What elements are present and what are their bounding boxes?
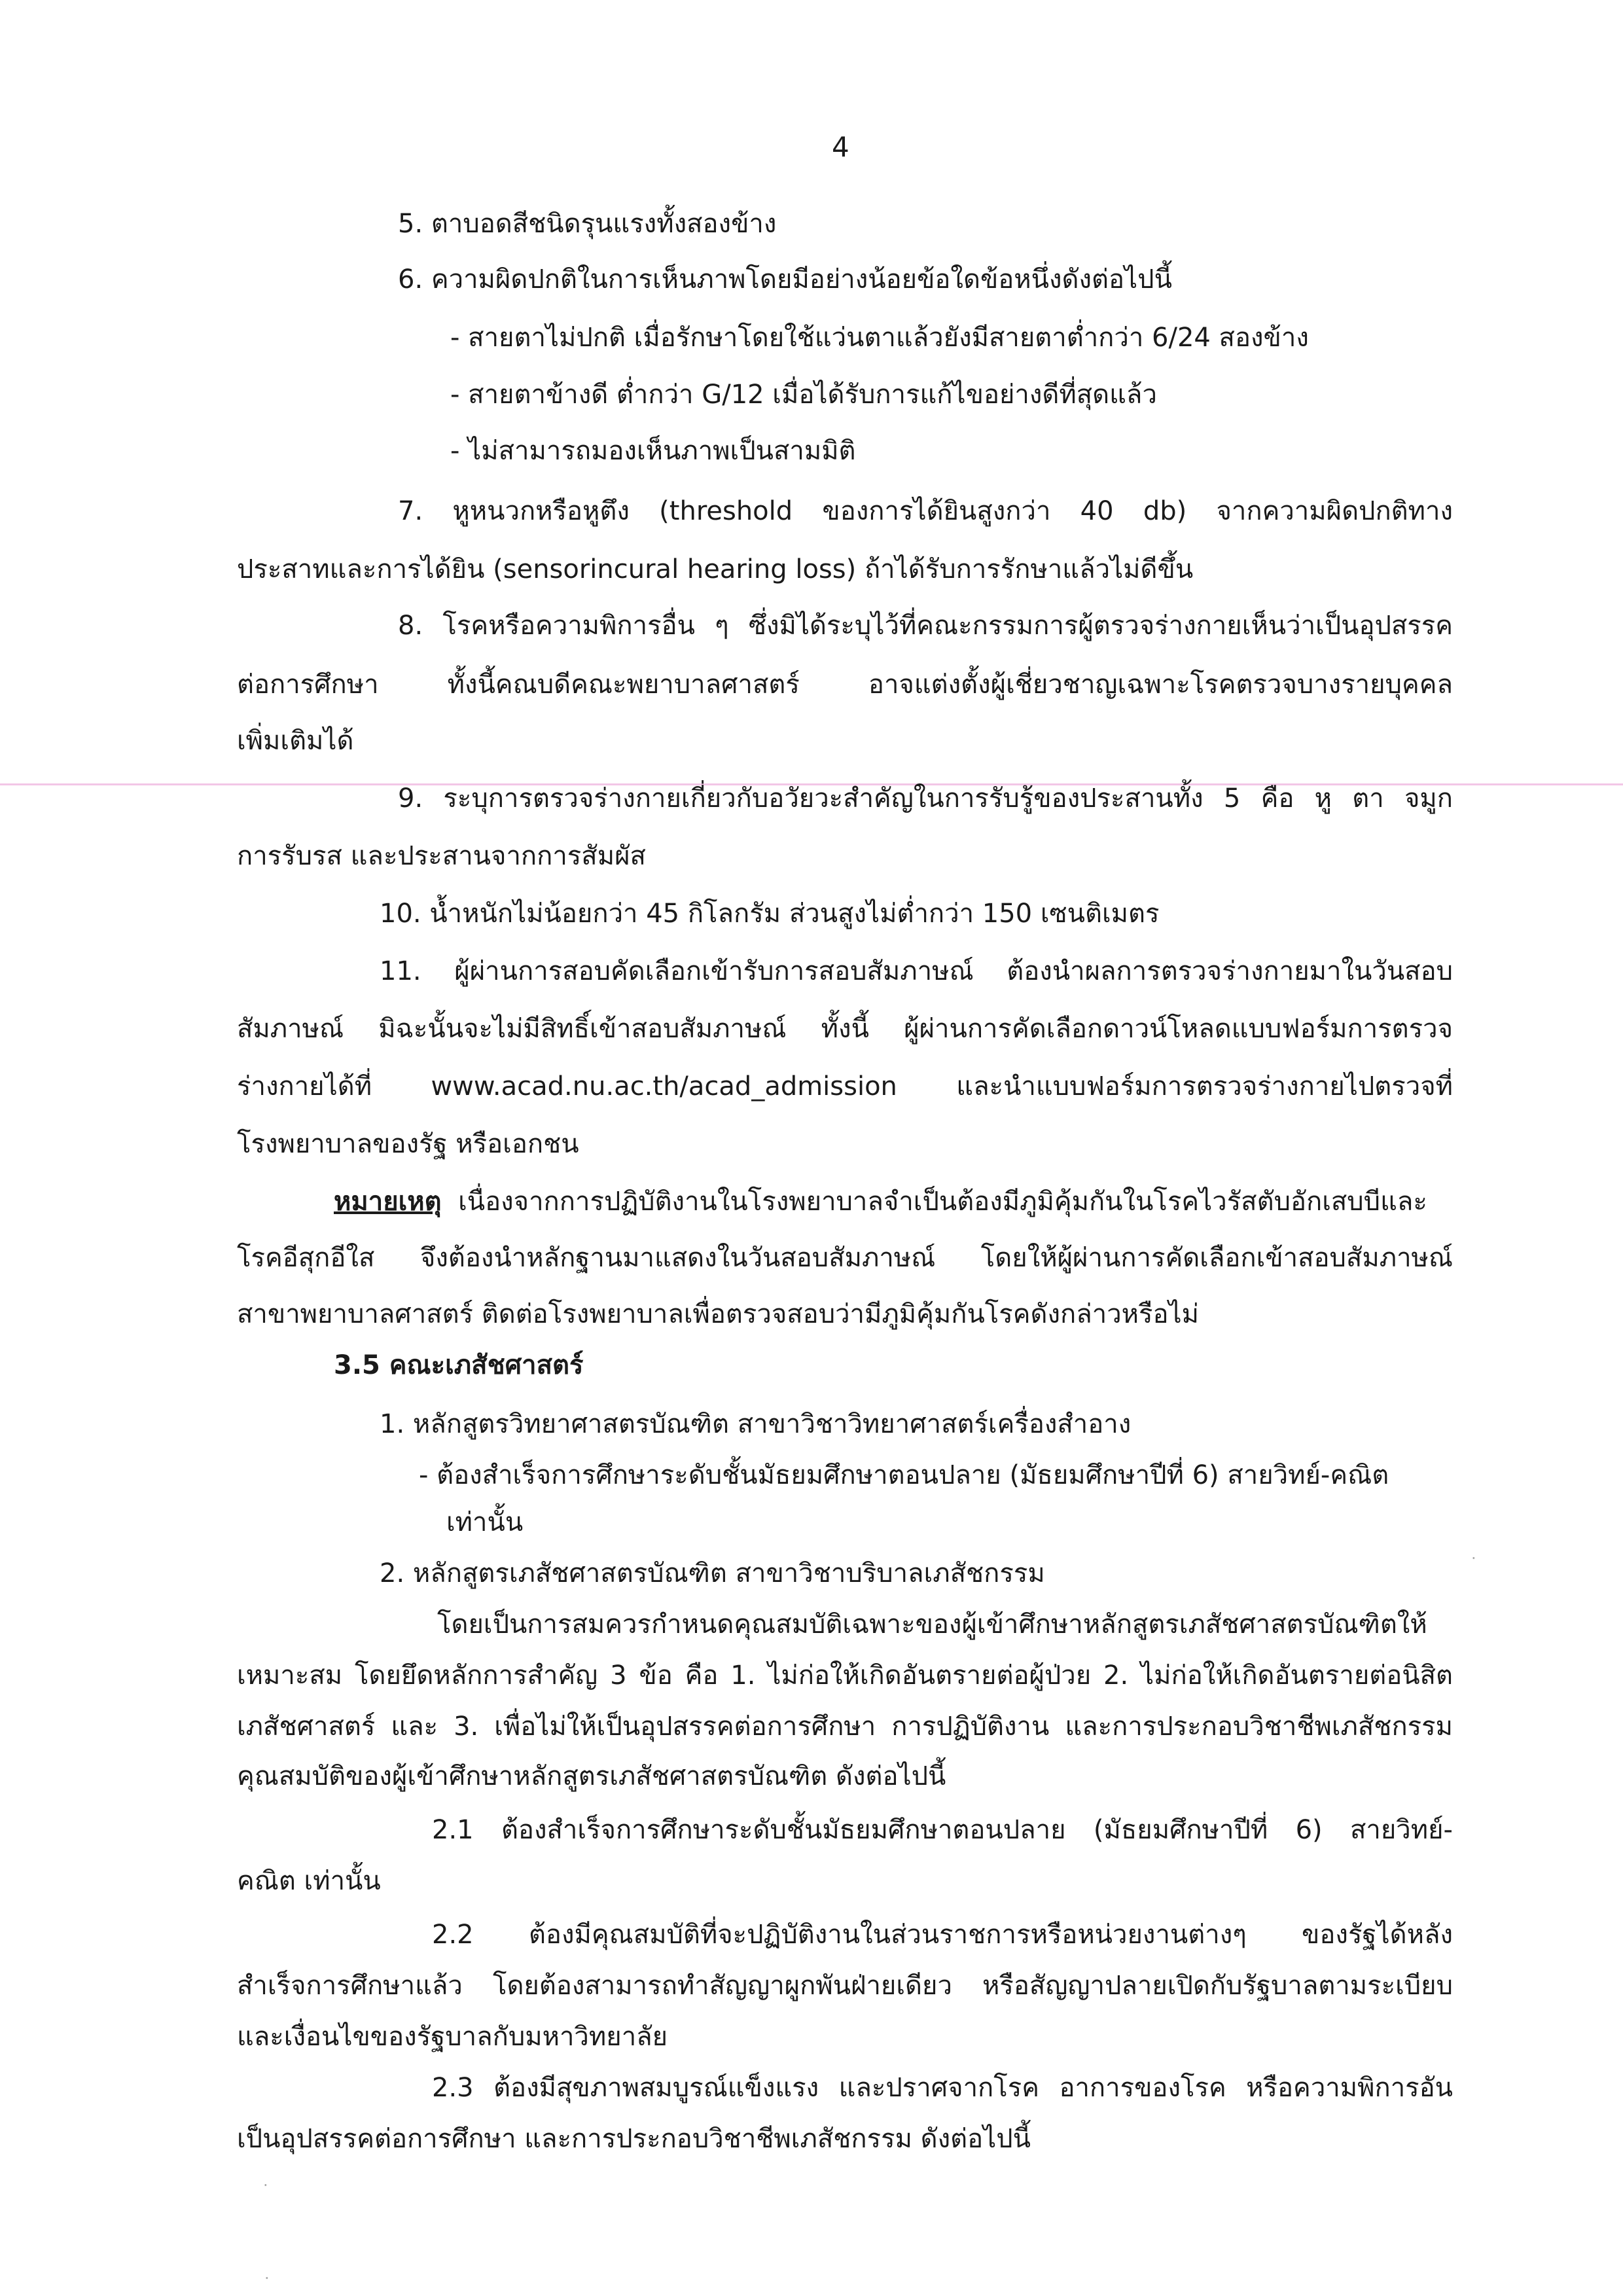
scan-speck: . [1471,1545,1476,1563]
program-2-para-line-2: เหมาะสม โดยยึดหลักการสำคัญ 3 ข้อ คือ 1. ไม่ก่อให้เกิดอันตรายต่อผู้ป่วย 2. ไม่ก่อให้เกิดอันตรายต่อนิสิต [237,1660,1453,1691]
item-8-line-1: 8. โรคหรือความพิการอื่น ๆ ซึ่งมิได้ระบุไว้ที่คณะกรรมการผู้ตรวจร่างกายเห็นว่าเป็นอุปสรรค [398,611,1453,641]
req-2-2-line-2: สำเร็จการศึกษาแล้ว โดยต้องสามารถทำสัญญาผูกพันฝ่ายเดียว หรือสัญญาปลายเปิดกับรัฐบาลตามระเบียบ [237,1971,1453,2001]
item-11-line-1: 11. ผู้ผ่านการสอบคัดเลือกเข้ารับการสอบสัมภาษณ์ ต้องนำผลการตรวจร่างกายมาในวันสอบ [380,956,1453,986]
program-2-para-line-4: คุณสมบัติของผู้เข้าศึกษาหลักสูตรเภสัชศาสตรบัณฑิต ดังต่อไปนี้ [237,1761,946,1791]
item-6: 6. ความผิดปกติในการเห็นภาพโดยมีอย่างน้อยข้อใดข้อหนึ่งดังต่อไปนี้ [398,264,1172,295]
page-number: 4 [832,131,849,163]
item-6-sub-3: - ไม่สามารถมองเห็นภาพเป็นสามมิติ [450,436,856,466]
program-1: 1. หลักสูตรวิทยาศาสตรบัณฑิต สาขาวิชาวิทยาศาสตร์เครื่องสำอาง [380,1409,1132,1439]
req-2-3-line-2: เป็นอุปสรรคต่อการศึกษา และการประกอบวิชาชีพเภสัชกรรม ดังต่อไปนี้ [237,2124,1031,2154]
program-1-req-line-1: - ต้องสำเร็จการศึกษาระดับชั้นมัธยมศึกษาตอนปลาย (มัธยมศึกษาปีที่ 6) สายวิทย์-คณิต [419,1460,1389,1490]
req-2-3-line-1: 2.3 ต้องมีสุขภาพสมบูรณ์แข็งแรง และปราศจากโรค อาการของโรค หรือความพิการอัน [432,2073,1453,2103]
item-6-sub-2: - สายตาข้างดี ต่ำกว่า G/12 เมื่อได้รับการแก้ไขอย่างดีที่สุดแล้ว [450,380,1157,410]
section-heading: 3.5 คณะเภสัชศาสตร์ [334,1350,584,1380]
item-7-line-2: ประสาทและการได้ยิน (sensorincural hearing loss) ถ้าได้รับการรักษาแล้วไม่ดีขึ้น [237,554,1194,584]
item-5: 5. ตาบอดสีชนิดรุนแรงทั้งสองข้าง [398,209,777,239]
scan-speck: . [263,2172,268,2190]
item-8-line-3: เพิ่มเติมได้ [237,726,354,756]
program-2: 2. หลักสูตรเภสัชศาสตรบัณฑิต สาขาวิชาบริบาลเภสัชกรรม [380,1558,1045,1588]
remark-label: หมายเหตุ [334,1187,442,1217]
remark-text: เนื่องจากการปฏิบัติงานในโรงพยาบาลจำเป็นต้องมีภูมิคุ้มกันในโรคไวรัสตับอักเสบบีและ [441,1187,1427,1217]
req-2-1-line-2: คณิต เท่านั้น [237,1866,381,1896]
item-8-line-2: ต่อการศึกษา ทั้งนี้คณบดีคณะพยาบาลศาสตร์ อาจแต่งตั้งผู้เชี่ยวชาญเฉพาะโรคตรวจบางรายบุคคล [237,670,1453,700]
item-11-line-2: สัมภาษณ์ มิฉะนั้นจะไม่มีสิทธิ์เข้าสอบสัมภาษณ์ ทั้งนี้ ผู้ผ่านการคัดเลือกดาวน์โหลดแบบฟอร์มการตรวจ [237,1014,1453,1044]
item-11-line-3: ร่างกายได้ที่ www.acad.nu.ac.th/acad_admission และนำแบบฟอร์มการตรวจร่างกายไปตรวจที่ [237,1071,1453,1102]
remark-line-2: โรคอีสุกอีใส จึงต้องนำหลักฐานมาแสดงในวันสอบสัมภาษณ์ โดยให้ผู้ผ่านการคัดเลือกเข้าสอบสัมภาษณ์ [237,1243,1453,1273]
program-1-req-line-2: เท่านั้น [446,1507,524,1537]
req-2-2-line-1: 2.2 ต้องมีคุณสมบัติที่จะปฏิบัติงานในส่วนราชการหรือหน่วยงานต่างๆ ของรัฐได้หลัง [432,1920,1453,1950]
scan-speck: . [264,2265,270,2283]
item-11-line-4: โรงพยาบาลของรัฐ หรือเอกชน [237,1129,579,1159]
req-2-1-line-1: 2.1 ต้องสำเร็จการศึกษาระดับชั้นมัธยมศึกษาตอนปลาย (มัธยมศึกษาปีที่ 6) สายวิทย์- [432,1815,1453,1845]
item-9-line-1: 9. ระบุการตรวจร่างกายเกี่ยวกับอวัยวะสำคัญในการรับรู้ของประสานทั้ง 5 คือ หู ตา จมูก [398,783,1453,814]
remark-line-3: สาขาพยาบาลศาสตร์ ติดต่อโรงพยาบาลเพื่อตรวจสอบว่ามีภูมิคุ้มกันโรคดังกล่าวหรือไม่ [237,1299,1200,1329]
item-9-line-2: การรับรส และประสานจากการสัมผัส [237,841,646,871]
item-7-line-1: 7. หูหนวกหรือหูตึง (threshold ของการได้ยินสูงกว่า 40 db) จากความผิดปกติทาง [398,496,1453,526]
item-6-sub-1: - สายตาไม่ปกติ เมื่อรักษาโดยใช้แว่นตาแล้วยังมีสายตาต่ำกว่า 6/24 สองข้าง [450,323,1309,353]
program-2-para-line-3: เภสัชศาสตร์ และ 3. เพื่อไม่ให้เป็นอุปสรรคต่อการศึกษา การปฏิบัติงาน และการประกอบวิชาชีพเภสัชกรรม [237,1712,1453,1742]
req-2-2-line-3: และเงื่อนไขของรัฐบาลกับมหาวิทยาลัย [237,2022,668,2052]
program-2-para-line-1: โดยเป็นการสมควรกำหนดคุณสมบัติเฉพาะของผู้เข้าศึกษาหลักสูตรเภสัชศาสตรบัณฑิตให้ [437,1609,1427,1640]
remark-line-1 [334,1186,1453,1217]
item-10: 10. น้ำหนักไม่น้อยกว่า 45 กิโลกรัม ส่วนสูงไม่ต่ำกว่า 150 เซนติเมตร [380,899,1160,929]
